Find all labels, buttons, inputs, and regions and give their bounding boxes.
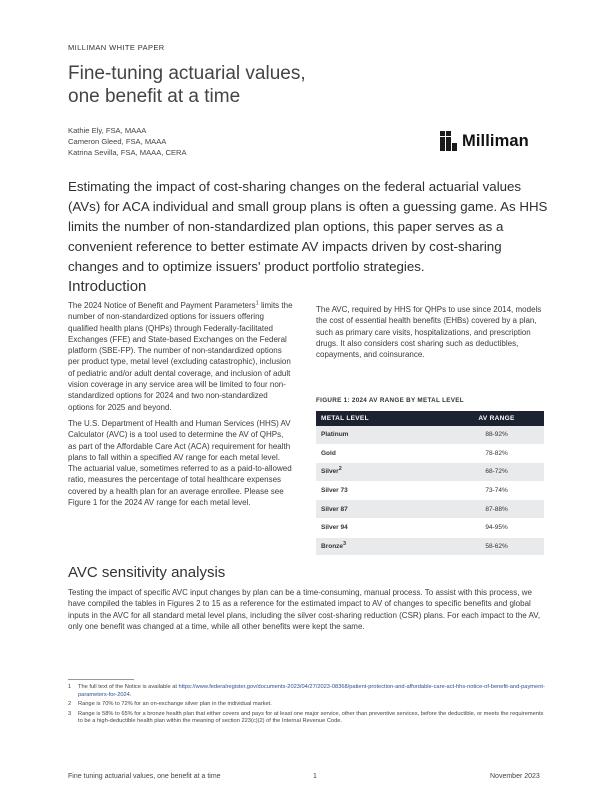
av-range-cell: 68-72%	[444, 463, 544, 482]
footnotes	[68, 684, 546, 728]
metal-level-cell	[316, 426, 444, 444]
av-range-cell: 88-92%	[444, 426, 544, 444]
figure-title: FIGURE 1: 2024 AV RANGE BY METAL LEVEL	[316, 397, 464, 404]
av-range-cell: 73-74%	[444, 481, 544, 500]
avc-paragraph: Testing the impact of specific AVC input changes by plan can be a time-consuming, manual process. To assist with this process, we have compiled the tables in Figures 2 to 15 as a reference for the estimated impact to AV of changes to specific benefits and global inputs in the AVC for all standard metal level plans, including the silver cost-sharing reduction (CSR) plans. For each impact to the AV, only one benefit was changed at a time, while all other benefits were kept the same.	[68, 588, 541, 631]
footnote-divider	[68, 679, 134, 680]
footnote-text: Range is 58% to 65% for a bronze health plan that either covers and pays for at least one major service, other than preventive services, before the deductible, or meets the requirements to be a high-deductible health plan within the meaning of section 223(c)(2) of the Internal Revenue Code.	[78, 710, 544, 725]
table-header-row	[316, 411, 544, 426]
metal-level-label: Bronze	[321, 542, 344, 550]
table-row	[316, 537, 544, 556]
intro-paragraph-1	[68, 300, 294, 413]
table-row	[316, 518, 544, 537]
metal-level-cell	[316, 463, 444, 482]
intro-paragraph-3: The AVC, required by HHS for QHPs to use since 2014, models the cost of essential health benefits (EHBs) covered by a plan, such as primary care visits, hospitalizations, and prescription drugs. It also considers cost sharing such as deductibles, copayments, and coinsurance.	[316, 305, 542, 360]
intro-right-column	[316, 304, 544, 365]
table-row	[316, 481, 544, 500]
footnote-text: Range is 70% to 72% for an on-exchange silver plan in the individual market.	[78, 701, 272, 708]
metal-level-cell	[316, 518, 444, 537]
table-row	[316, 500, 544, 519]
milliman-logo-icon	[440, 131, 457, 151]
footnote-2	[68, 701, 546, 709]
page-number: 1	[313, 773, 317, 780]
av-range-table	[316, 411, 544, 556]
metal-level-cell	[316, 500, 444, 519]
footer-title: Fine tuning actuarial values, one benefit at a time	[68, 773, 221, 780]
av-range-cell: 87-88%	[444, 500, 544, 519]
footnote-number: 1	[68, 684, 72, 690]
abstract: Estimating the impact of cost-sharing changes on the federal actuarial values (AVs) for ACA individual and small group plans is often a guessing game. As HHS limits the number of non-standardized plan options, this paper serves as a convenient reference to better estimate AV impacts driven by cost-sharing changes and to optimize issuers' product portfolio strategies.	[68, 179, 548, 274]
metal-level-label: Gold	[321, 449, 336, 457]
footnote-text	[78, 684, 546, 699]
header-label: MILLIMAN WHITE PAPER	[68, 43, 165, 52]
author: Cameron Gleed, FSA, MAAA	[68, 137, 167, 146]
column-header-metal-level: METAL LEVEL	[316, 411, 444, 426]
metal-level-label: Silver 94	[321, 524, 348, 532]
metal-level-label: Silver 73	[321, 487, 348, 495]
table-row	[316, 444, 544, 463]
metal-level-label: Platinum	[321, 431, 349, 439]
title-line-2: one benefit at a time	[68, 86, 241, 107]
author: Kathie Ely, FSA, MAAA	[68, 126, 147, 135]
metal-level-cell	[316, 444, 444, 463]
footnote-1-text: The full text of the Notice is available at	[78, 684, 179, 690]
intro-paragraph-2: The U.S. Department of Health and Human Services (HHS) AV Calculator (AVC) is a tool used to determine the AV of QHPs, as part of the Affordable Care Act (ACA) requirement for health plans to fall within a specified AV range for each metal level. The actuarial value, sometimes referred to as a paid-to-allowed ratio, measures the percentage of total healthcare expenses covered by a health plan for an average enrollee. Please see Figure 1 for the 2024 AV range for each metal level.	[68, 418, 292, 508]
author-list	[68, 125, 187, 158]
footnote-ref[interactable]: 2	[338, 466, 342, 473]
table-row	[316, 426, 544, 444]
intro-p1-cont: limits the number of non-standardized options for issuers offering qualified health plans (QHPs) through Federally-facilitated Exchanges (FFE) and State-based Exchanges on the Federal platform (SBE-FP). The number of non-standardized options per product type, metal level (excluding catastrophic), inclusion of pediatric and/or adult dental coverage, and inclusion of adult vision coverage in any service area will be limited to four non-standardized options for 2024 and two non-standardized options for 2025 and beyond.	[68, 301, 293, 412]
milliman-logo	[440, 131, 529, 151]
author: Katrina Sevilla, FSA, MAAA, CERA	[68, 148, 187, 157]
footnote-number: 2	[68, 701, 72, 708]
intro-left-column	[68, 300, 294, 513]
metal-level-cell	[316, 537, 444, 556]
metal-level-label: Silver 87	[321, 505, 348, 513]
footnote-1-link[interactable]: https://www.federalregister.gov/documents-2023/04/27/2023-08368/patient-protection-and-affordable-care-act-hhs-notice-of-benefit-and-payment-parameters-for-2024	[78, 684, 545, 698]
av-range-cell: 78-82%	[444, 444, 544, 463]
metal-level-label: Silver	[321, 468, 339, 476]
footnote-1-end: .	[129, 691, 132, 698]
av-range-cell: 58-62%	[444, 537, 544, 556]
title-line-1: Fine-tuning actuarial values,	[68, 63, 306, 84]
footnote-3	[68, 711, 546, 726]
footnote-number: 3	[68, 710, 72, 717]
section-heading-introduction: Introduction	[68, 278, 147, 295]
column-header-av-range: AV RANGE	[444, 411, 544, 426]
page-title	[68, 62, 306, 108]
footnote-ref[interactable]: 1	[255, 300, 259, 307]
footer-date: November 2023	[490, 773, 540, 780]
intro-p1-text: The 2024 Notice of Benefit and Payment Parameters	[68, 301, 256, 310]
table-row	[316, 463, 544, 482]
metal-level-cell	[316, 481, 444, 500]
footnote-1	[68, 684, 546, 699]
footnote-ref[interactable]: 3	[343, 540, 347, 547]
av-range-cell: 94-95%	[444, 518, 544, 537]
section-heading-avc-sensitivity: AVC sensitivity analysis	[68, 564, 226, 581]
logo-text: Milliman	[462, 131, 529, 150]
